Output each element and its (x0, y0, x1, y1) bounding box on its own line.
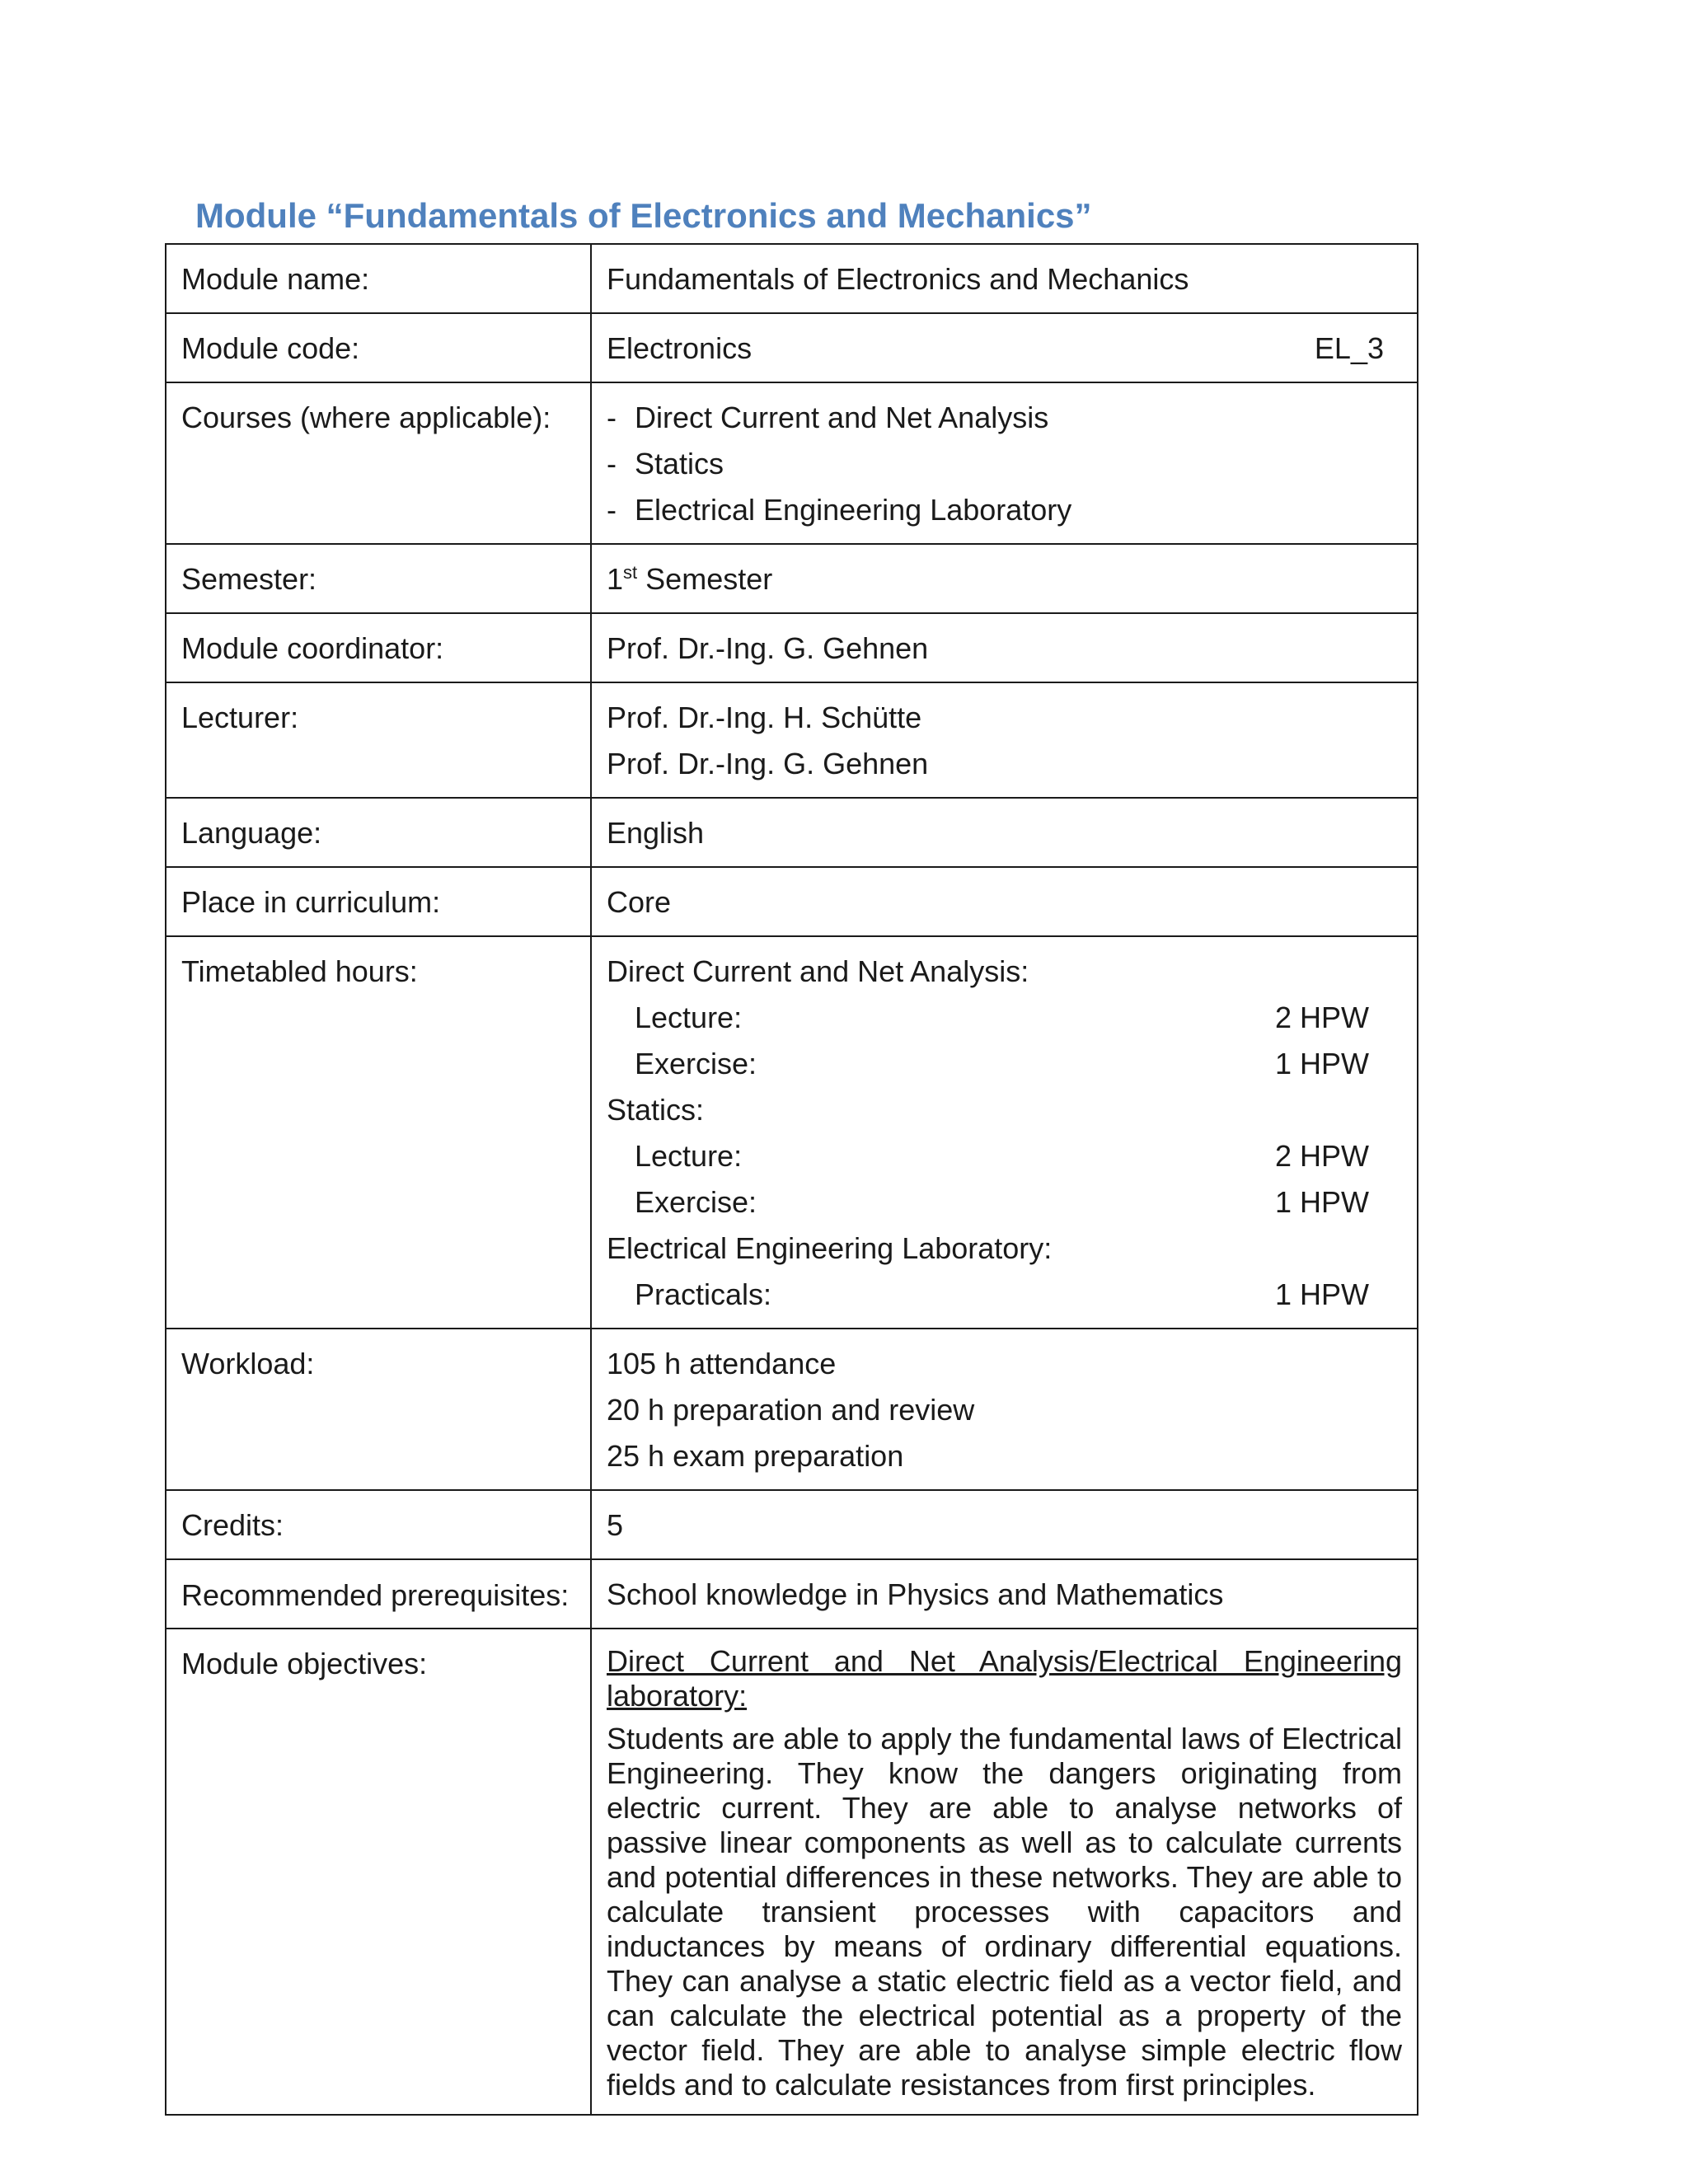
module-table (165, 243, 1418, 2116)
table-row (166, 682, 1418, 798)
courses-label: Courses (where applicable): (181, 401, 551, 434)
place-value: Core (607, 885, 672, 919)
label-cell (166, 244, 591, 313)
module-code-id: EL_3 (1314, 331, 1384, 365)
language-value: English (607, 816, 705, 850)
table-row (166, 244, 1418, 313)
semester-suffix: st (623, 562, 638, 583)
label-cell (166, 1629, 591, 2115)
hours-group-title: Electrical Engineering Laboratory: (607, 1231, 1053, 1265)
label-cell (166, 544, 591, 613)
coordinator-value: Prof. Dr.-Ing. G. Gehnen (607, 631, 929, 665)
label-cell (166, 798, 591, 867)
table-row (166, 798, 1418, 867)
label-cell (166, 1559, 591, 1629)
hours-entry (607, 1179, 1402, 1226)
list-item: - Electrical Engineering Laboratory (607, 493, 1072, 527)
language-label: Language: (181, 816, 322, 850)
list-item: - Statics (607, 447, 724, 480)
lecturer-label: Lecturer: (181, 701, 299, 734)
course-item: Direct Current and Net Analysis (635, 401, 1049, 434)
module-code-line (607, 326, 1402, 372)
label-cell (166, 613, 591, 682)
label-cell (166, 867, 591, 936)
value-cell (591, 544, 1418, 613)
module-name-label: Module name: (181, 262, 370, 296)
label-cell (166, 936, 591, 1329)
hours-type: Practicals: (635, 1277, 772, 1311)
semester-value: Semester (645, 562, 773, 596)
table-row (166, 613, 1418, 682)
label-cell (166, 313, 591, 382)
course-item: Statics (635, 447, 724, 480)
table-row (166, 936, 1418, 1329)
course-item: Electrical Engineering Laboratory (635, 493, 1072, 527)
semester-label: Semester: (181, 562, 317, 596)
hours-value: 1 HPW (1274, 1277, 1369, 1311)
objectives-text: Students are able to apply the fundamental laws of Electrical Engineering. They know the dangers originating from electric current. They are able to analyse networks of passive linear components as well as to calculate currents and potential differences in these networks. They are able to calculate transient processes with capacitors and inductances by means of ordinary differential equations. They can analyse a static electric field as a vector field, and can calculate the electrical potential as a property of the vector field. They are able to analyse simple electric flow fields and to calculate resistances from first principles. (607, 1722, 1402, 2102)
table-row (166, 1329, 1418, 1490)
value-cell (591, 1559, 1418, 1629)
value-cell (591, 867, 1418, 936)
hours-entry (607, 1041, 1402, 1087)
hours-type: Exercise: (635, 1185, 757, 1219)
value-cell (591, 1629, 1418, 2115)
hours-type: Exercise: (635, 1047, 757, 1080)
hours-type: Lecture: (635, 1001, 743, 1034)
lecturer-value: Prof. Dr.-Ing. H. Schütte (607, 701, 922, 734)
semester-number: 1 (607, 562, 624, 596)
workload-value: 105 h attendance (607, 1347, 837, 1380)
hours-value: 2 HPW (1274, 1139, 1369, 1173)
objectives-label: Module objectives: (181, 1647, 428, 1680)
hours-entry (607, 995, 1402, 1041)
table-row (166, 313, 1418, 382)
page-title: Module “Fundamentals of Electronics and Mechanics” (195, 196, 1092, 235)
hours-label: Timetabled hours: (181, 954, 418, 988)
value-cell (591, 613, 1418, 682)
objectives-heading: Direct Current and Net Analysis/Electrical Engineering laboratory: (607, 1644, 1402, 1713)
prerequisites-label: Recommended prerequisites: (181, 1578, 570, 1612)
hours-entry (607, 1133, 1402, 1179)
value-cell (591, 936, 1418, 1329)
hours-type: Lecture: (635, 1139, 743, 1173)
prerequisites-value: School knowledge in Physics and Mathematics (607, 1577, 1224, 1611)
workload-label: Workload: (181, 1347, 315, 1380)
hours-group-title: Statics: (607, 1093, 705, 1127)
coordinator-label: Module coordinator: (181, 631, 444, 665)
lecturer-value: Prof. Dr.-Ing. G. Gehnen (607, 747, 929, 780)
hours-value: 2 HPW (1274, 1001, 1369, 1034)
credits-label: Credits: (181, 1508, 284, 1542)
hours-value: 1 HPW (1274, 1047, 1369, 1080)
courses-list (607, 395, 1402, 533)
label-cell (166, 682, 591, 798)
module-code-value: Electronics (607, 331, 753, 365)
credits-value: 5 (607, 1508, 624, 1542)
table-row (166, 544, 1418, 613)
hours-entry (607, 1272, 1402, 1318)
module-name-value: Fundamentals of Electronics and Mechanics (607, 262, 1189, 296)
value-cell (591, 313, 1418, 382)
label-cell (166, 1329, 591, 1490)
label-cell (166, 382, 591, 544)
list-item: - Direct Current and Net Analysis (607, 401, 1049, 434)
table-row (166, 1559, 1418, 1629)
value-cell (591, 244, 1418, 313)
value-cell (591, 682, 1418, 798)
value-cell (591, 1329, 1418, 1490)
table-row (166, 1629, 1418, 2115)
place-label: Place in curriculum: (181, 885, 441, 919)
label-cell (166, 1490, 591, 1559)
value-cell (591, 1490, 1418, 1559)
value-cell (591, 382, 1418, 544)
workload-value: 20 h preparation and review (607, 1393, 975, 1427)
table-row (166, 382, 1418, 544)
module-code-label: Module code: (181, 331, 360, 365)
hours-value: 1 HPW (1274, 1185, 1369, 1219)
hours-group-title: Direct Current and Net Analysis: (607, 954, 1029, 988)
table-row (166, 867, 1418, 936)
workload-value: 25 h exam preparation (607, 1439, 904, 1473)
table-row (166, 1490, 1418, 1559)
value-cell (591, 798, 1418, 867)
